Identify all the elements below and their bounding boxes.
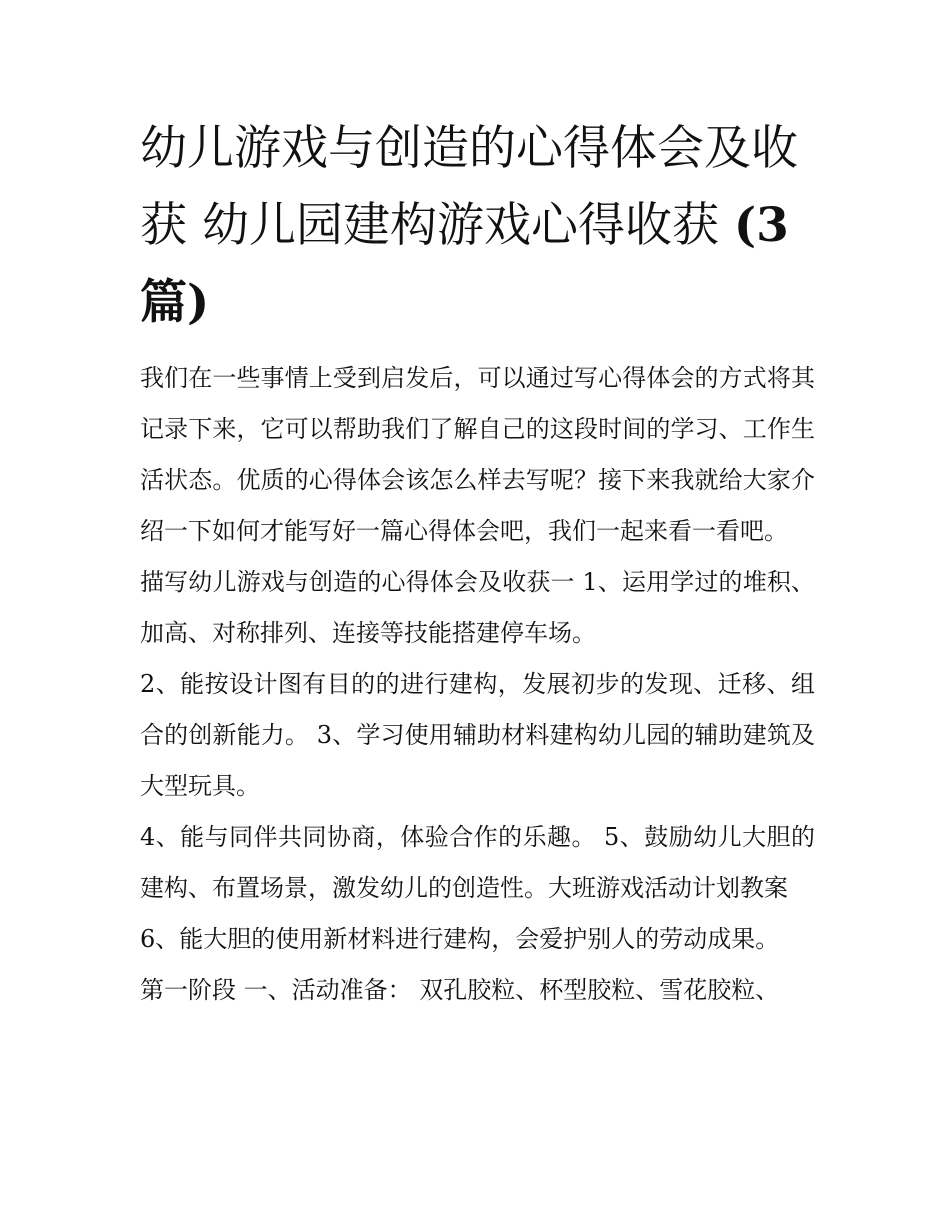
- title-main: 幼儿游戏与创造的心得体会及收获 幼儿园建构游戏心得收获: [140, 121, 798, 253]
- intro-paragraph: 我们在一些事情上受到启发后，可以通过写心得体会的方式将其记录下来，它可以帮助我们了解自己的这段时间的学习、工作生活状态。优质的心得体会该怎么样去写呢？接下来我就给大家介绍一下如何才能写好一篇心得体会吧，我们一起来看一看吧。: [140, 364, 815, 545]
- body-paragraph: 4、能与同伴共同协商，体验合作的乐趣。 5、鼓励幼儿大胆的建构、布置场景，激发幼儿的创造性。大班游戏活动计划教案: [140, 823, 815, 902]
- body-paragraph: 描写幼儿游戏与创造的心得体会及收获一 1、运用学过的堆积、加高、对称排列、连接等技能搭建停车场。: [140, 568, 815, 647]
- body-paragraph: 2、能按设计图有目的的进行建构，发展初步的发现、迁移、组合的创新能力。 3、学习使用辅助材料建构幼儿园的辅助建筑及大型玩具。: [140, 670, 815, 800]
- document-page: [140, 110, 815, 1016]
- body-paragraph: 第一阶段 一、活动准备： 双孔胶粒、杯型胶粒、雪花胶粒、: [140, 976, 780, 1004]
- document-title: [140, 110, 815, 341]
- body-paragraph: 6、能大胆的使用新材料进行建构，会爱护别人的劳动成果。: [140, 925, 780, 953]
- title-suffix: (3篇): [140, 198, 789, 330]
